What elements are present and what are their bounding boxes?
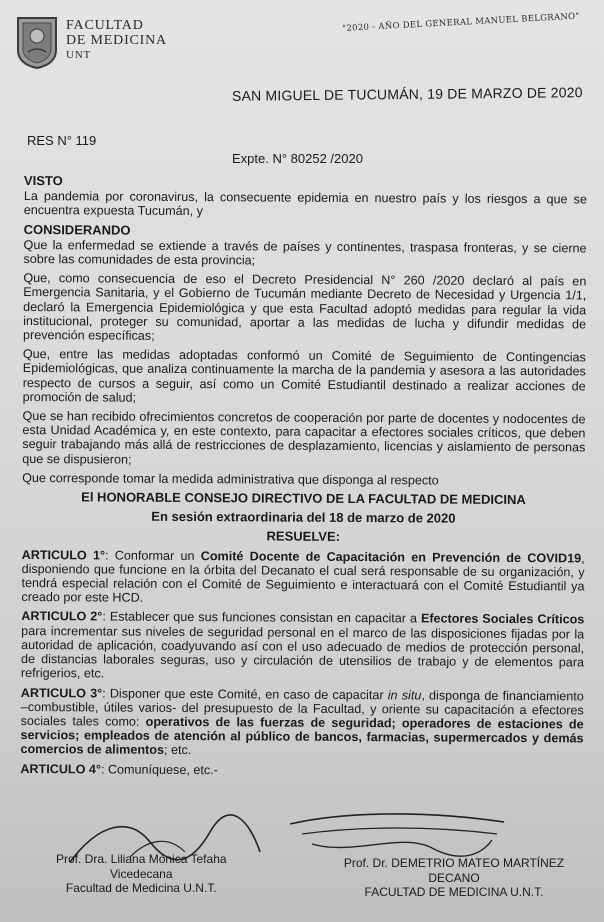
vicedean-role: Vicedecana [110, 866, 173, 881]
considerando-paragraph: Que corresponde tomar la medida administrativa que disponga al respecto [22, 470, 439, 488]
signature-block-dean [316, 856, 592, 900]
article-3-italic: in situ [387, 687, 422, 702]
visto-heading: VISTO [23, 173, 63, 189]
letterhead-line2: DE MEDICINA [66, 33, 167, 48]
article-3-text-end: ; etc. [163, 743, 192, 758]
year-motto: "2020 - AÑO DEL GENERAL MANUEL BELGRANO" [342, 11, 580, 34]
article-3-text: : Disponer que este Comité, en caso de capacitar [102, 685, 388, 702]
session-line: En sesión extraordinaria del 18 de marzo de 2020 [151, 509, 456, 526]
letterhead-line3: UNT [66, 49, 92, 61]
article-4-text: : Comuníquese, etc.- [100, 761, 218, 777]
article-1-label: ARTICULO 1° [21, 547, 106, 563]
considerando-paragraph: Que la enfermedad se extiende a través de países y continentes, traspasa fronteras, y se cierne sobre las comunidades de esta provincia; [23, 237, 587, 268]
considerando-paragraph: Que se han recibido ofrecimientos concretos de cooperación por parte de docentes y nodocentes de esta Unidad Académica y, en este contexto, para capacitar a efectores sociales críticos, que deben seguir trabajando más allá de restricciones de desplazamiento, licencias y aislamiento de personas que se dispusieron; [22, 409, 586, 467]
considerando-paragraph: Que, entre las medidas adoptadas conformó un Comité de Seguimiento de Contingencias Epidemiológicas, que analiza continuamente la marcha de la pandemia y asesora a las autoridades respecto de cursos a seguir, así como un Comité Estudiantil destinado a realizar acciones de promoción de salud; [22, 347, 586, 405]
article-4 [20, 762, 583, 780]
resuelve-heading: RESUELVE: [266, 528, 341, 545]
article-3-emphasis: operativos de las fuerzas de seguridad; operadores de estaciones de servicios; empleados de atención al público de bancos, farmacias, supermercados y demás comercios de alimentos [20, 714, 584, 758]
article-3 [20, 685, 583, 759]
document-body [20, 174, 587, 779]
visto-text: La pandemia por coronavirus, la consecuente epidemia en nuestro país y los riesgos a que se encuentra expuesta Tucumán, y [23, 189, 587, 219]
article-1 [21, 548, 584, 608]
article-1-emphasis: Comité Docente de Capacitación en Prevención de COVID19 [200, 548, 582, 566]
dean-org: FACULTAD DE MEDICINA U.N.T. [364, 885, 544, 899]
letterhead-line1: FACULTAD [66, 18, 144, 33]
article-2-text-cont: para incrementar sus niveles de seguridad personal en el marco de las disposiciones fijadas por la autoridad de aplicación, coadyuvando así con el uso adecuado de medios de protección personal, de distancias laborales seguras, uso y circulación de utensilios de trabajo y de elementos para refrigerios, etc. [20, 623, 585, 681]
considerando-paragraph: Que, como consecuencia de eso el Decreto Presidencial N° 260 /2020 declaró al país en Emergencia Sanitaria, y el Gobierno de Tucumán mediante Decreto de Necesidad y Urgencia 1/1, declaró la Emergencia Epidemiológica y que esta Facultad adoptó medidas para regular la vida institucional, proteger su comunidad, aportar a las medidas de lucha y difundir medidas de prevención específicas; [22, 271, 587, 343]
signature-block-vicedean [56, 852, 227, 896]
faculty-seal-icon [14, 14, 60, 70]
vicedean-name: Prof. Dra. Liliana Mónica Tefaha [56, 852, 227, 866]
dean-role: DECANO [428, 870, 480, 885]
article-1-text: : Conformar un [104, 548, 201, 563]
article-2-emphasis: Efectores Sociales Críticos [420, 611, 585, 627]
article-3-text-cont: , disponga de financiamiento –combustible, útiles varios- del presupuesto de la Facultad, y oriente su capacitación a efectores sociales tales como: [20, 687, 584, 729]
file-number: Expte. N° 80252 /2020 [232, 151, 363, 166]
resolution-number: RES N° 119 [27, 133, 97, 148]
signature-scribble-right [282, 804, 512, 862]
council-heading: El HONORABLE CONSEJO DIRECTIVO DE LA FACULTAD DE MEDICINA [81, 489, 526, 508]
article-2-label: ARTICULO 2° [21, 609, 103, 624]
article-4-label: ARTICULO 4° [20, 761, 102, 776]
faculty-letterhead [66, 18, 167, 63]
article-2 [21, 609, 584, 683]
dean-name: Prof. Dr. DEMETRIO MATEO MARTÍNEZ [343, 856, 565, 870]
vicedean-org: Facultad de Medicina U.N.T. [65, 881, 217, 895]
date-line: SAN MIGUEL DE TUCUMÁN, 19 DE MARZO DE 2020 [231, 84, 583, 104]
article-3-label: ARTICULO 3° [20, 685, 103, 700]
considerando-heading: CONSIDERANDO [23, 221, 131, 238]
article-2-text: : Establecer que sus funciones consistan en capacitar a [102, 609, 422, 626]
article-1-text-cont: , disponiendo que funcione en la órbita del Decanato el cual será responsable de su organización, y tendrá especial relación con el Comité de Seguimiento e interactuará con el Comité Estudiantil ya creado por este HCD. [21, 551, 585, 606]
